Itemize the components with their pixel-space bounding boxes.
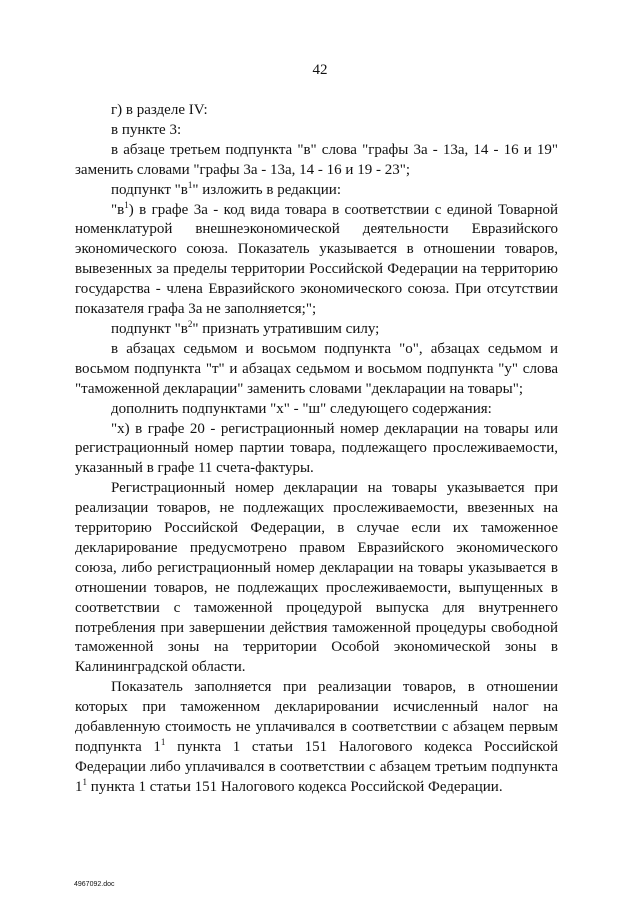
superscript: 1 [124, 199, 129, 210]
paragraph-section-heading: г) в разделе IV: [111, 102, 208, 118]
text-run: Показатель заполняется при реализации товаров, в отношении которых при таможенном декларировании исчисленный налог на добавленную стоимость не уплачивался в соответствии с абзацем первым подпункта 1 [75, 679, 558, 755]
text-run: " изложить в редакции: [192, 181, 341, 198]
paragraph-point-heading: в пункте 3: [111, 121, 182, 138]
paragraph-replace-words: в абзацах седьмом и восьмом подпункта "о", абзацах седьмом и восьмом подпункта "т" и абзацах седьмом и восьмом подпункта "у" слова "таможенной декларации" заменить словами "декларации на товары"; [75, 340, 558, 397]
text-run: " признать утратившим силу; [192, 320, 380, 337]
paragraph-amend-graph-list: в абзаце третьем подпункта "в" слова "графы 3а - 13а, 14 - 16 и 19" заменить словами "графы 3а - 13а, 14 - 16 и 19 - 23"; [75, 141, 558, 178]
superscript: 1 [160, 737, 166, 747]
superscript: 1 [82, 776, 87, 787]
paragraph-add-subpoints: дополнить подпунктами "х" - "ш" следующего содержания: [111, 400, 492, 417]
text-run: пункта 1 статьи 151 Налогового кодекса Российской Федерации. [87, 778, 503, 795]
text-run: "в [111, 201, 125, 218]
paragraph-subpoint-x: "х) в графе 20 - регистрационный номер декларации на товары или регистрационный номер партии товара, подлежащего прослеживаемости, указанный в графе 11 счета-фактуры. [75, 420, 558, 477]
page-number: 42 [312, 62, 328, 78]
paragraph-indicator [75, 678, 558, 797]
text-run: подпункт "в [111, 181, 188, 198]
text-run: подпункт "в [111, 320, 188, 337]
document-body [75, 101, 558, 798]
paragraph-subpoint-v1-text [75, 201, 558, 320]
paragraph-registration-number: Регистрационный номер декларации на товары указывается при реализации товаров, не подлежащих прослеживаемости, ввезенных на территорию Российской Федерации, в случае если их таможенное декларирование предусмотрено правом Евразийского экономического союза, либо регистрационный номер декларации на товары указывается в отношении товаров, не подлежащих прослеживаемости, выпущенных в соответствии с таможенной процедурой выпуска для внутреннего потребления при завершении действия таможенной процедуры свободной таможенной зоны на территории Особой экономической зоны в Калининградской области. [75, 480, 558, 676]
paragraph-subpoint-v2-void [75, 320, 558, 340]
paragraph-subpoint-v1-intro [75, 181, 558, 201]
footer-filename: 4967092.doc [74, 881, 115, 888]
text-run: ) в графе 3а - код вида товара в соответствии с единой Товарной номенклатурой внешнеэкономической деятельности Евразийского экономического союза. Показатель указывается в отношении товаров, вывезенных за пределы территории Российской Федерации на территорию государства - члена Евразийского экономического союза. При отсутствии показателя графа 3а не заполняется;"; [75, 201, 558, 318]
superscript: 1 [187, 179, 193, 190]
text-run: пункта 1 статьи 151 Налогового кодекса Российской Федерации либо уплачивался в соответствии с абзацем третьим подпункта 1 [75, 739, 558, 795]
superscript: 2 [187, 318, 193, 329]
